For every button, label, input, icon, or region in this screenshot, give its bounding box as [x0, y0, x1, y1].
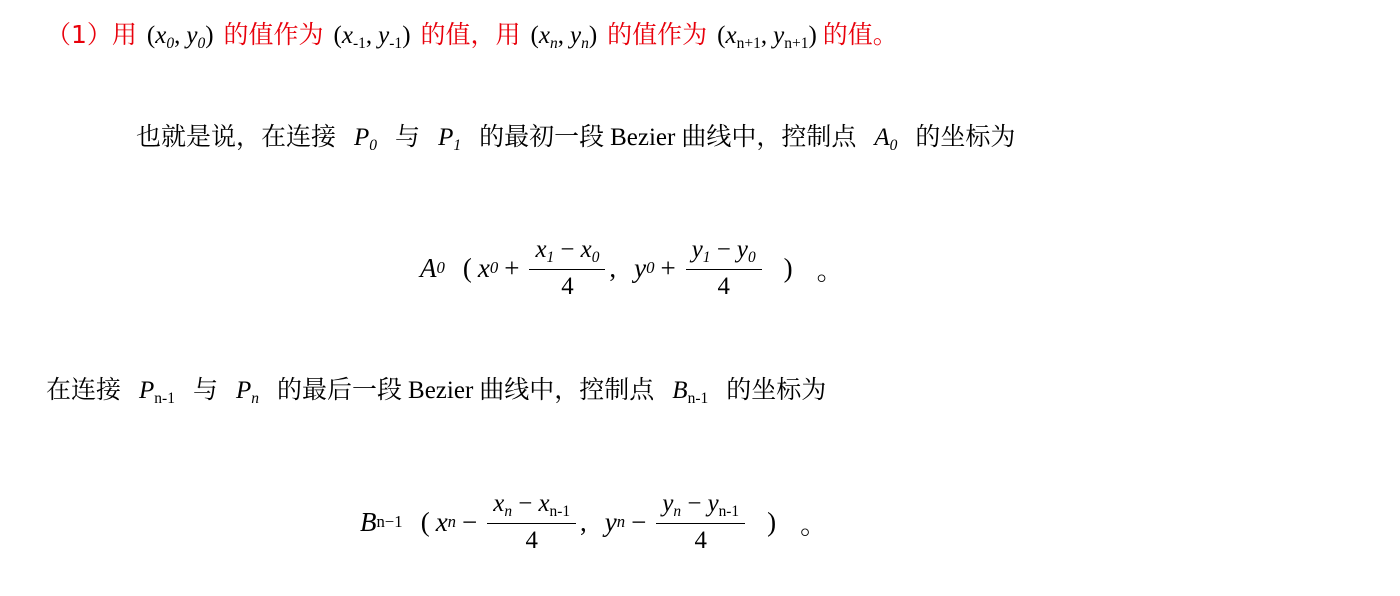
eq-a0-term1: x [477, 252, 490, 283]
eq-bn1-term2: y [604, 506, 617, 537]
var-x: x [535, 236, 547, 263]
line1-text-b: 的值作为 [223, 20, 324, 49]
eq-a0-term1-sub: 0 [489, 258, 499, 278]
eq-bn1-term2-sub: n [616, 512, 626, 532]
var-y: y [186, 22, 198, 49]
line1-text-e: 的值。 [822, 20, 898, 49]
var-y: y [569, 22, 582, 49]
sub-0: 0 [197, 34, 206, 52]
sub-n-minus-1: n-1 [154, 389, 175, 407]
line2-text-e: 的坐标为 [915, 122, 1016, 151]
var-y: y [378, 22, 390, 49]
sub-0: 0 [369, 136, 378, 154]
line2-text-a: 也就是说，在连接 [136, 122, 337, 151]
var-B: B [672, 377, 688, 404]
line3-math-Pn [235, 377, 260, 407]
var-A: A [874, 124, 890, 151]
eq-bn1-frac1-denominator: 4 [525, 526, 538, 554]
var-x: x [341, 22, 353, 49]
var-x: x [538, 22, 550, 49]
var-P: P [235, 377, 252, 404]
var-P: P [438, 124, 454, 151]
eq-a0-rparen: ) [783, 252, 793, 283]
sub-1: 1 [546, 248, 555, 266]
line1-text-d: 的值作为 [607, 20, 708, 49]
line1-text-a: （1）用 [46, 20, 137, 49]
paragraph-line-2 [136, 124, 1015, 153]
var-P: P [139, 377, 155, 404]
sub-1: 1 [453, 136, 462, 154]
sub-n-plus-1: n+1 [736, 34, 761, 52]
equation-bn1 [360, 490, 827, 555]
sub-n: n [504, 502, 513, 520]
eq-bn1-lhs: B [360, 506, 377, 537]
line1-math-x0y0: ($x_0$, $y_0$) [146, 22, 214, 52]
var-x: x [580, 236, 592, 263]
line1-text-c: 的值，用 [420, 20, 521, 49]
equation-a0 [420, 236, 844, 301]
sub-n-minus-1: n-1 [687, 389, 709, 407]
line2-text-b: 与 [395, 122, 421, 151]
var-y: y [736, 236, 748, 263]
eq-bn1-op1: − [462, 506, 478, 537]
sub-0: 0 [591, 248, 600, 266]
eq-a0-lhs: A [420, 252, 437, 283]
sub-n-plus-1: n+1 [784, 34, 809, 52]
line2-math-A0 [874, 124, 898, 154]
sub-1: 1 [702, 248, 711, 266]
paragraph-line-3 [46, 377, 826, 406]
eq-a0-term2: y [634, 252, 647, 283]
eq-a0-fraction-2 [686, 236, 762, 301]
var-y: y [691, 236, 703, 263]
eq-bn1-fraction-1 [487, 490, 576, 555]
var-P: P [354, 124, 370, 151]
sub-0: 0 [747, 248, 756, 266]
line3-text-d: 曲线中，控制点 [479, 375, 655, 404]
sub-n-minus-1: n-1 [549, 502, 571, 520]
sub-n: n [581, 34, 589, 52]
line1-math-xnp1ynp1: (xn+1, yn+1) [717, 22, 817, 52]
var-x: x [725, 22, 737, 49]
line3-math-Pnm1 [139, 377, 175, 407]
line1-math-xm1ym1: (x-1, y-1) [333, 22, 411, 52]
eq-bn1-frac2-denominator: 4 [694, 526, 707, 554]
line3-text-a: 在连接 [46, 375, 122, 404]
var-x: x [155, 22, 167, 49]
eq-bn1-terminator: 。 [800, 509, 828, 541]
sub-n: n [251, 389, 260, 407]
eq-bn1-term1-sub: n [447, 512, 457, 532]
sub-0: 0 [166, 34, 175, 52]
line1-math-xnyn: ($x_n$, $y_n$) [530, 22, 598, 52]
eq-bn1-term1: x [435, 506, 448, 537]
eq-bn1-frac2-numerator: $y_n - yn-1$ [656, 490, 745, 524]
eq-bn1-fraction-2 [656, 490, 745, 555]
line2-math-P0 [354, 124, 378, 154]
eq-a0-lhs-sub: 0 [436, 258, 445, 278]
eq-a0-term2-sub: 0 [646, 258, 655, 278]
eq-a0-frac1-numerator: $x_1 - x_0$ [529, 236, 605, 270]
line3-text-e: 的坐标为 [726, 375, 827, 404]
sub-minus-1: -1 [352, 34, 366, 52]
eq-bn1-rparen: ) [767, 506, 777, 537]
line2-text-d: 曲线中，控制点 [681, 122, 857, 151]
line2-math-P1 [438, 124, 462, 154]
var-x: x [538, 490, 550, 517]
var-y: y [773, 22, 785, 49]
eq-a0-comma: , [609, 252, 617, 283]
var-x: x [493, 490, 505, 517]
line2-text-c: 的最初一段 [479, 122, 605, 151]
eq-a0-frac1-denominator: 4 [561, 272, 574, 300]
sub-n: n [673, 502, 682, 520]
line3-math-Bnm1 [672, 377, 709, 407]
eq-bn1-lparen: ( [420, 506, 430, 537]
line3-text-b: 与 [192, 375, 218, 404]
sub-n: n [549, 34, 558, 52]
eq-bn1-op2: − [631, 506, 647, 537]
sub-0: 0 [889, 136, 898, 154]
var-y: y [662, 490, 674, 517]
eq-bn1-comma: , [580, 506, 587, 537]
eq-a0-frac2-denominator: 4 [717, 272, 730, 300]
line2-bezier-label: Bezier [610, 124, 676, 151]
eq-a0-op1: + [504, 252, 520, 283]
paragraph-line-1 [46, 22, 898, 51]
line3-text-c: 的最后一段 [277, 375, 403, 404]
eq-bn1-lhs-sub: n−1 [376, 512, 403, 532]
eq-a0-lparen: ( [462, 252, 472, 283]
eq-a0-frac2-numerator: $y_1 - y_0$ [686, 236, 762, 270]
sub-minus-1: -1 [389, 34, 403, 52]
eq-a0-fraction-1 [529, 236, 605, 301]
line3-bezier-label: Bezier [408, 377, 474, 404]
eq-a0-op2: + [660, 252, 676, 283]
eq-a0-terminator: 。 [816, 255, 844, 287]
sub-n-minus-1: n-1 [718, 502, 740, 520]
eq-bn1-frac1-numerator: $x_n - xn-1$ [487, 490, 576, 524]
var-y: y [707, 490, 719, 517]
